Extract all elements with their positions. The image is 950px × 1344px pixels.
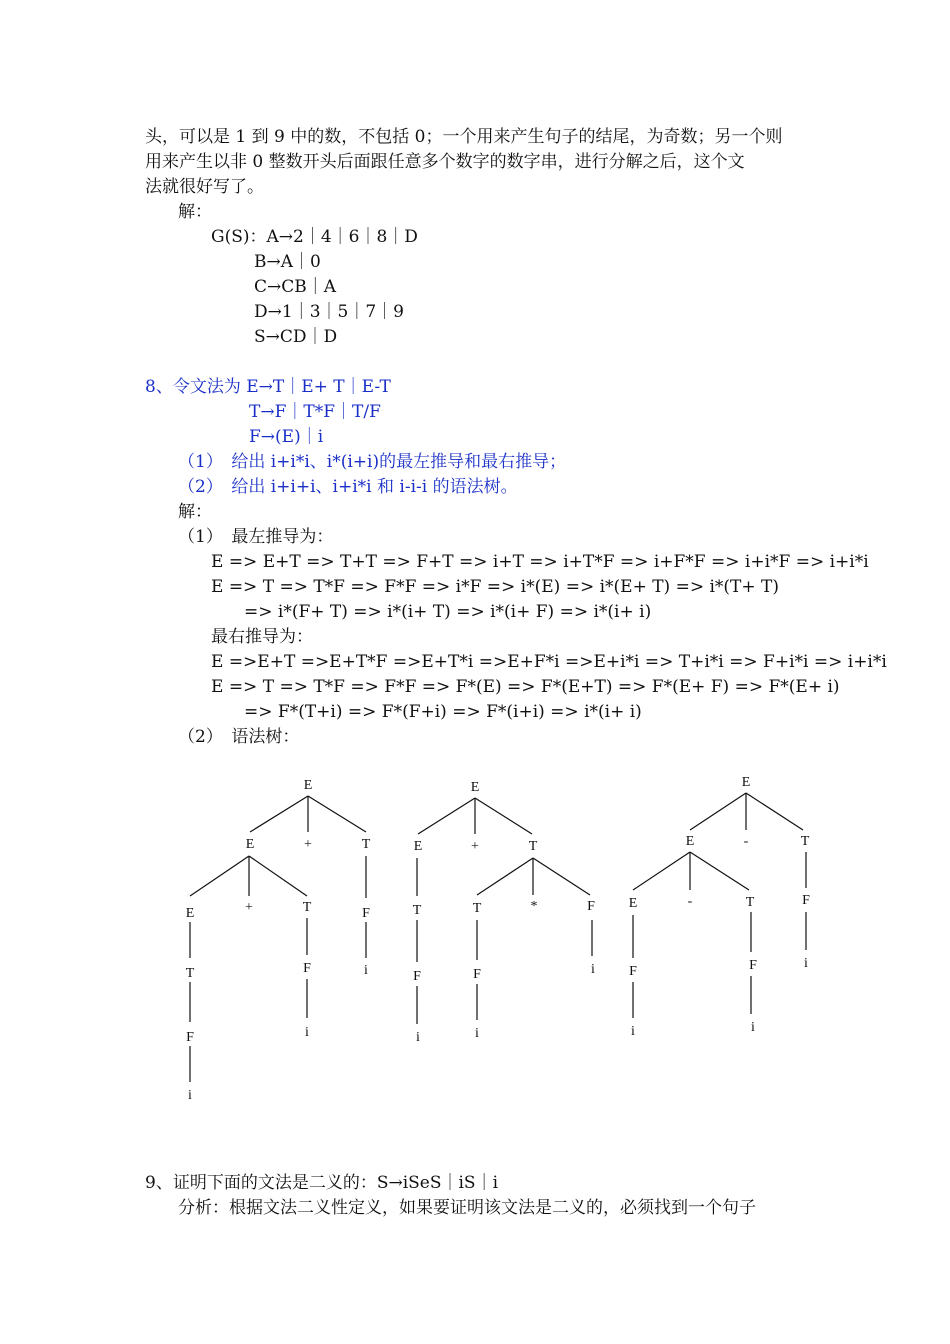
solution-label: 解： xyxy=(178,202,212,222)
node-i: i xyxy=(591,962,595,977)
node-E: E xyxy=(303,778,313,793)
node-plus: + xyxy=(471,839,479,854)
node-i: i xyxy=(364,963,368,978)
node-i: i xyxy=(416,1030,420,1045)
grammar-rule-5: S→CD｜D xyxy=(254,327,338,347)
node-F: F xyxy=(303,961,311,976)
question-8-part-2: （2） 给出 i+i+i、i+i*i 和 i-i-i 的语法树。 xyxy=(178,477,518,497)
node-F: F xyxy=(413,969,421,984)
question-9-title: 9、证明下面的文法是二义的：S→iSeS｜iS｜i xyxy=(145,1173,499,1193)
node-E: E xyxy=(185,906,195,921)
leftmost-derivation-1: E => E+T => T+T => F+T => i+T => i+T*F => i+F*F => i+i*F => i+i*i xyxy=(211,552,869,572)
node-star: * xyxy=(530,899,538,914)
node-plus: + xyxy=(304,837,312,852)
question-8-rule-2: T→F｜T*F｜T/F xyxy=(249,402,381,422)
node-T: T xyxy=(528,839,538,854)
node-E: E xyxy=(413,839,423,854)
rightmost-derivation-2: E => T => T*F => F*F => F*(E) => F*(E+T) => F*(E+ F) => F*(E+ i) xyxy=(211,677,840,697)
node-E: E xyxy=(741,775,751,790)
leftmost-title: （1） 最左推导为： xyxy=(178,527,334,547)
node-i: i xyxy=(188,1088,192,1103)
leftmost-derivation-2: E => T => T*F => F*F => i*F => i*(E) => i*(E+ T) => i*(T+ T) xyxy=(211,577,780,597)
node-E: E xyxy=(628,896,638,911)
node-F: F xyxy=(749,958,757,973)
node-i: i xyxy=(631,1024,635,1039)
rightmost-derivation-2-cont: => F*(T+i) => F*(F+i) => F*(i+i) => i*(i+ i) xyxy=(244,702,642,722)
question-9-analysis: 分析：根据文法二义性定义，如果要证明该文法是二义的，必须找到一个句子 xyxy=(178,1198,756,1218)
node-T: T xyxy=(412,903,422,918)
parse-tree-title: （2） 语法树： xyxy=(178,727,300,747)
node-minus: - xyxy=(743,834,749,849)
node-E: E xyxy=(245,837,255,852)
node-E: E xyxy=(470,780,480,795)
grammar-rule-1: G(S)：A→2｜4｜6｜8｜D xyxy=(211,227,418,247)
grammar-rule-2: B→A｜0 xyxy=(254,252,321,272)
leftmost-derivation-2-cont: => i*(F+ T) => i*(i+ T) => i*(i+ F) => i*(i+ i) xyxy=(244,602,652,622)
grammar-rule-4: D→1｜3｜5｜7｜9 xyxy=(254,302,404,322)
parse-tree-3 xyxy=(629,775,810,1039)
node-T: T xyxy=(800,834,810,849)
node-minus: - xyxy=(687,894,693,909)
node-F: F xyxy=(587,899,595,914)
node-i: i xyxy=(475,1026,479,1041)
node-i: i xyxy=(804,956,808,971)
question-8-part-1: （1） 给出 i+i*i、i*(i+i)的最左推导和最右推导； xyxy=(178,452,567,472)
node-E: E xyxy=(685,834,695,849)
node-T: T xyxy=(185,966,195,981)
node-F: F xyxy=(186,1030,194,1045)
node-i: i xyxy=(305,1025,309,1040)
node-F: F xyxy=(473,967,481,982)
intro-line-1: 头，可以是 1 到 9 中的数，不包括 0；一个用来产生句子的结尾，为奇数；另一个则 xyxy=(145,127,783,147)
rightmost-title: 最右推导为： xyxy=(211,627,313,647)
node-T: T xyxy=(361,837,371,852)
rightmost-derivation-1: E =>E+T =>E+T*F =>E+T*i =>E+F*i =>E+i*i => T+i*i => F+i*i => i+i*i xyxy=(211,652,887,672)
grammar-rule-3: C→CB｜A xyxy=(254,277,337,297)
node-plus: + xyxy=(245,900,253,915)
intro-line-2: 用来产生以非 0 整数开头后面跟任意多个数字的数字串，进行分解之后，这个文 xyxy=(145,152,745,172)
node-T: T xyxy=(302,900,312,915)
parse-tree-2 xyxy=(413,780,595,1045)
intro-line-3: 法就很好写了。 xyxy=(145,177,264,197)
question-8-rule-3: F→(E)｜i xyxy=(249,427,324,447)
node-T: T xyxy=(472,901,482,916)
node-F: F xyxy=(362,906,370,921)
node-T: T xyxy=(745,895,755,910)
node-F: F xyxy=(802,893,810,908)
question-8-title: 8、令文法为 E→T｜E+ T｜E-T xyxy=(145,377,391,397)
solution-label: 解： xyxy=(178,502,212,522)
node-i: i xyxy=(751,1020,755,1035)
node-F: F xyxy=(629,964,637,979)
parse-tree-1 xyxy=(186,778,371,1103)
